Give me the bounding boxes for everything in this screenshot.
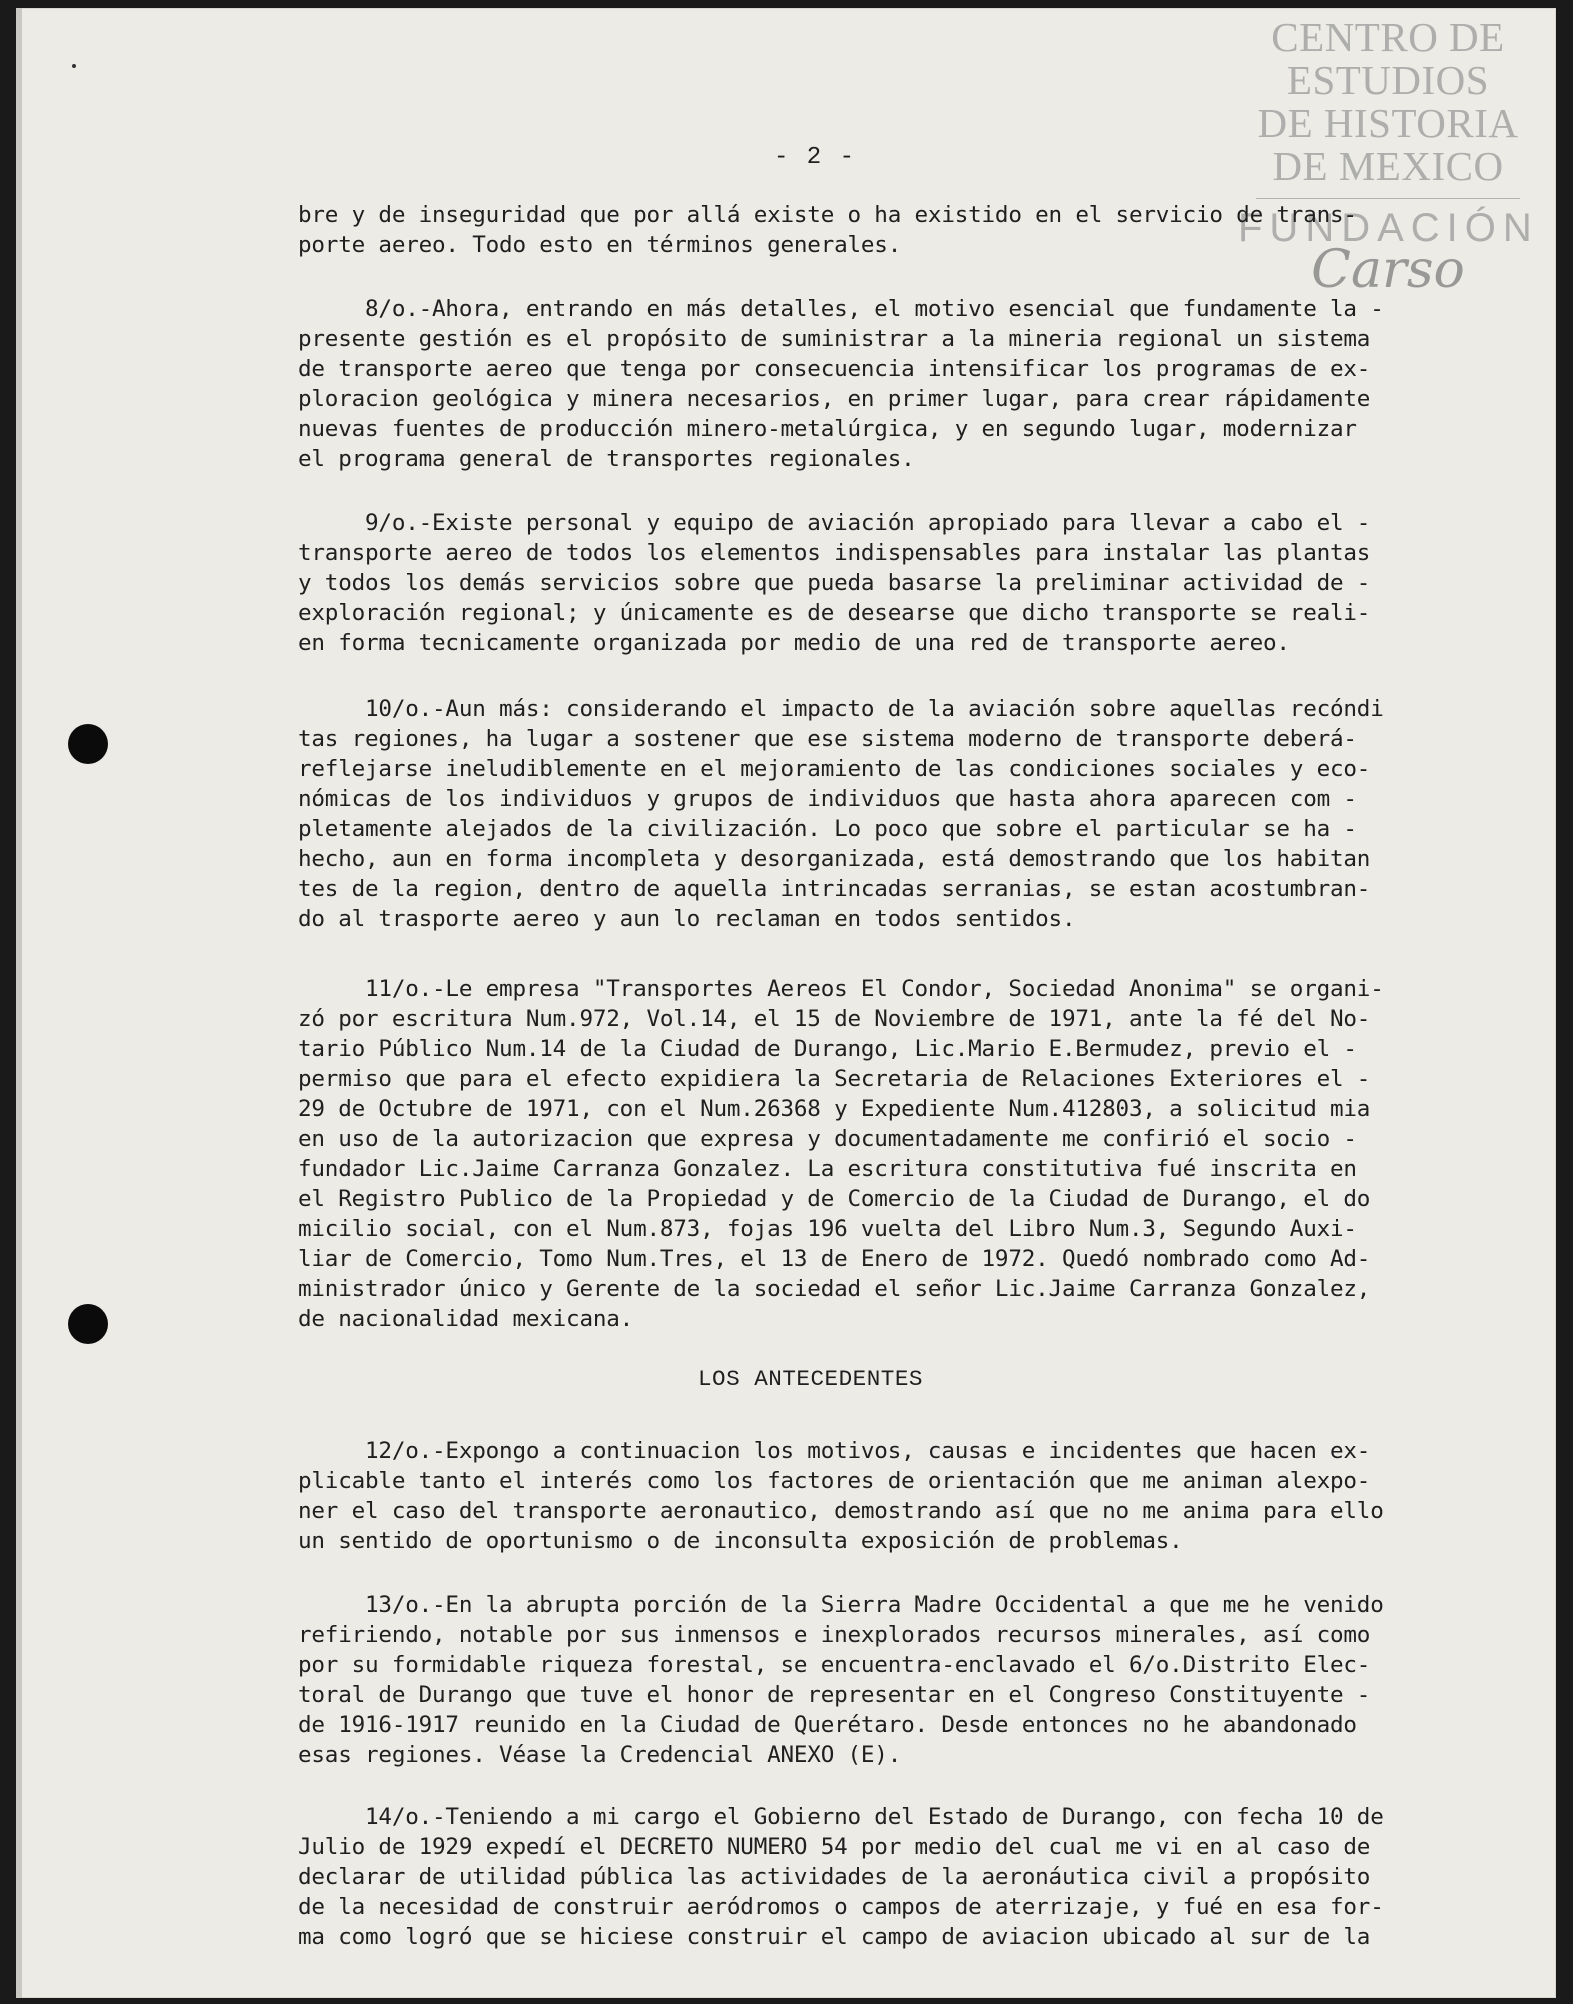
watermark-line: ESTUDIOS (1286, 57, 1490, 104)
watermark-line: DE HISTORIA (1257, 100, 1519, 147)
page-edge (16, 8, 22, 1998)
paragraph-12: 12/o.-Expongo a continuacion los motivos, causas e incidentes que hacen ex- plicable tanto el interés como los factores de orientación que me animan alexpo- ner el caso del transporte aeronautico, demostrando así que no me anima para ello un sentido de oportunismo o de inconsulta exposición de problemas. (298, 1438, 1384, 1554)
paragraph-13: 13/o.-En la abrupta porción de la Sierra Madre Occidental a que me he venido refiriendo, notable por sus inmensos e inexplorados recursos minerales, así como por su formidable riqueza forestal, se encuentra-enclavado el 6/o.Distrito Elec- toral de Durango que tuve el honor de representar en el Congreso Constituyente - de 1916-1917 reunido en la Ciudad de Querétaro. Desde entonces no he abandonado esas regiones. Véase la Credencial ANEXO (E). (298, 1592, 1384, 1768)
punch-hole-bottom (68, 1304, 108, 1344)
paragraph-9: 9/o.-Existe personal y equipo de aviación apropiado para llevar a cabo el - transporte aereo de todos los elementos indispensables para instalar las plantas y todos los demás servicios sobre que pueda basarse la preliminar actividad de - exploración regional; y únicamente es de desearse que dicho transporte se reali- en forma tecnicamente organizada por medio de una red de transporte aereo. (298, 510, 1371, 656)
paragraph-continuation: bre y de inseguridad que por allá existe o ha existido en el servicio de trans- porte aereo. Todo esto en términos generales. (298, 202, 1357, 258)
watermark-line: CENTRO DE (1271, 14, 1505, 60)
punch-hole-top (68, 724, 108, 764)
section-heading: LOS ANTECEDENTES (698, 1366, 923, 1392)
document-page (16, 8, 1556, 1998)
paragraph-8: 8/o.-Ahora, entrando en más detalles, el motivo esencial que fundamente la - presente gestión es el propósito de suministrar a la mineria regional un sistema de transporte aereo que tenga por consecuencia intensificar los programas de ex- ploracion geológica y minera necesarios, en primer lugar, para crear rápidamente nuevas fuentes de producción minero-metalúrgica, y en segundo lugar, modernizar el programa general de transportes regionales. (298, 296, 1384, 472)
page-number: - 2 - (774, 144, 857, 171)
watermark-line: DE MEXICO (1272, 143, 1504, 190)
watermark-signature: Carso (1311, 240, 1465, 301)
paragraph-10: 10/o.-Aun más: considerando el impacto de la aviación sobre aquellas recóndi tas regiones, ha lugar a sostener que ese sistema moderno de transporte deberá- reflejarse ineludiblemente en el mejoramiento de las condiciones sociales y eco- nómicas de los individuos y grupos de individuos que hasta ahora aparecen com - pletamente alejados de la civilización. Lo poco que sobre el particular se ha - hecho, aun en forma incompleta y desorganizada, está demostrando que los habitan tes de la region, dentro de aquella intrincadas serranias, se estan acostumbran- do al trasporte aereo y aun lo reclaman en todos sentidos. (298, 696, 1384, 932)
paragraph-14: 14/o.-Teniendo a mi cargo el Gobierno del Estado de Durango, con fecha 10 de Julio de 1929 expedí el DECRETO NUMERO 54 por medio del cual me vi en al caso de declarar de utilidad pública las actividades de la aeronáutica civil a propósito de la necesidad de construir aeródromos o campos de aterrizaje, y fué en esa for- ma como logró que se hiciese construir el campo de aviacion ubicado al sur de la (298, 1804, 1384, 1950)
paragraph-11: 11/o.-Le empresa "Transportes Aereos El Condor, Sociedad Anonima" se organi- zó por escritura Num.972, Vol.14, el 15 de Noviembre de 1971, ante la fé del No- tario Público Num.14 de la Ciudad de Durango, Lic.Mario E.Bermudez, previo el - permiso que para el efecto expidiera la Secretaria de Relaciones Exteriores el - 29 de Octubre de 1971, con el Num.26368 y Expediente Num.412803, a solicitud mia en uso de la autorizacion que expresa y documentadamente me confirió el socio - fundador Lic.Jaime Carranza Gonzalez. La escritura constitutiva fué inscrita en el Registro Publico de la Propiedad y de Comercio de la Ciudad de Durango, el do micilio social, con el Num.873, fojas 196 vuelta del Libro Num.3, Segundo Auxi- liar de Comercio, Tomo Num.Tres, el 13 de Enero de 1972. Quedó nombrado como Ad- ministrador único y Gerente de la sociedad el señor Lic.Jaime Carranza Gonzalez, de nacionalidad mexicana. (298, 976, 1384, 1332)
speck (72, 64, 76, 68)
watermark-foundation: FUNDACIÓN (1238, 206, 1539, 251)
